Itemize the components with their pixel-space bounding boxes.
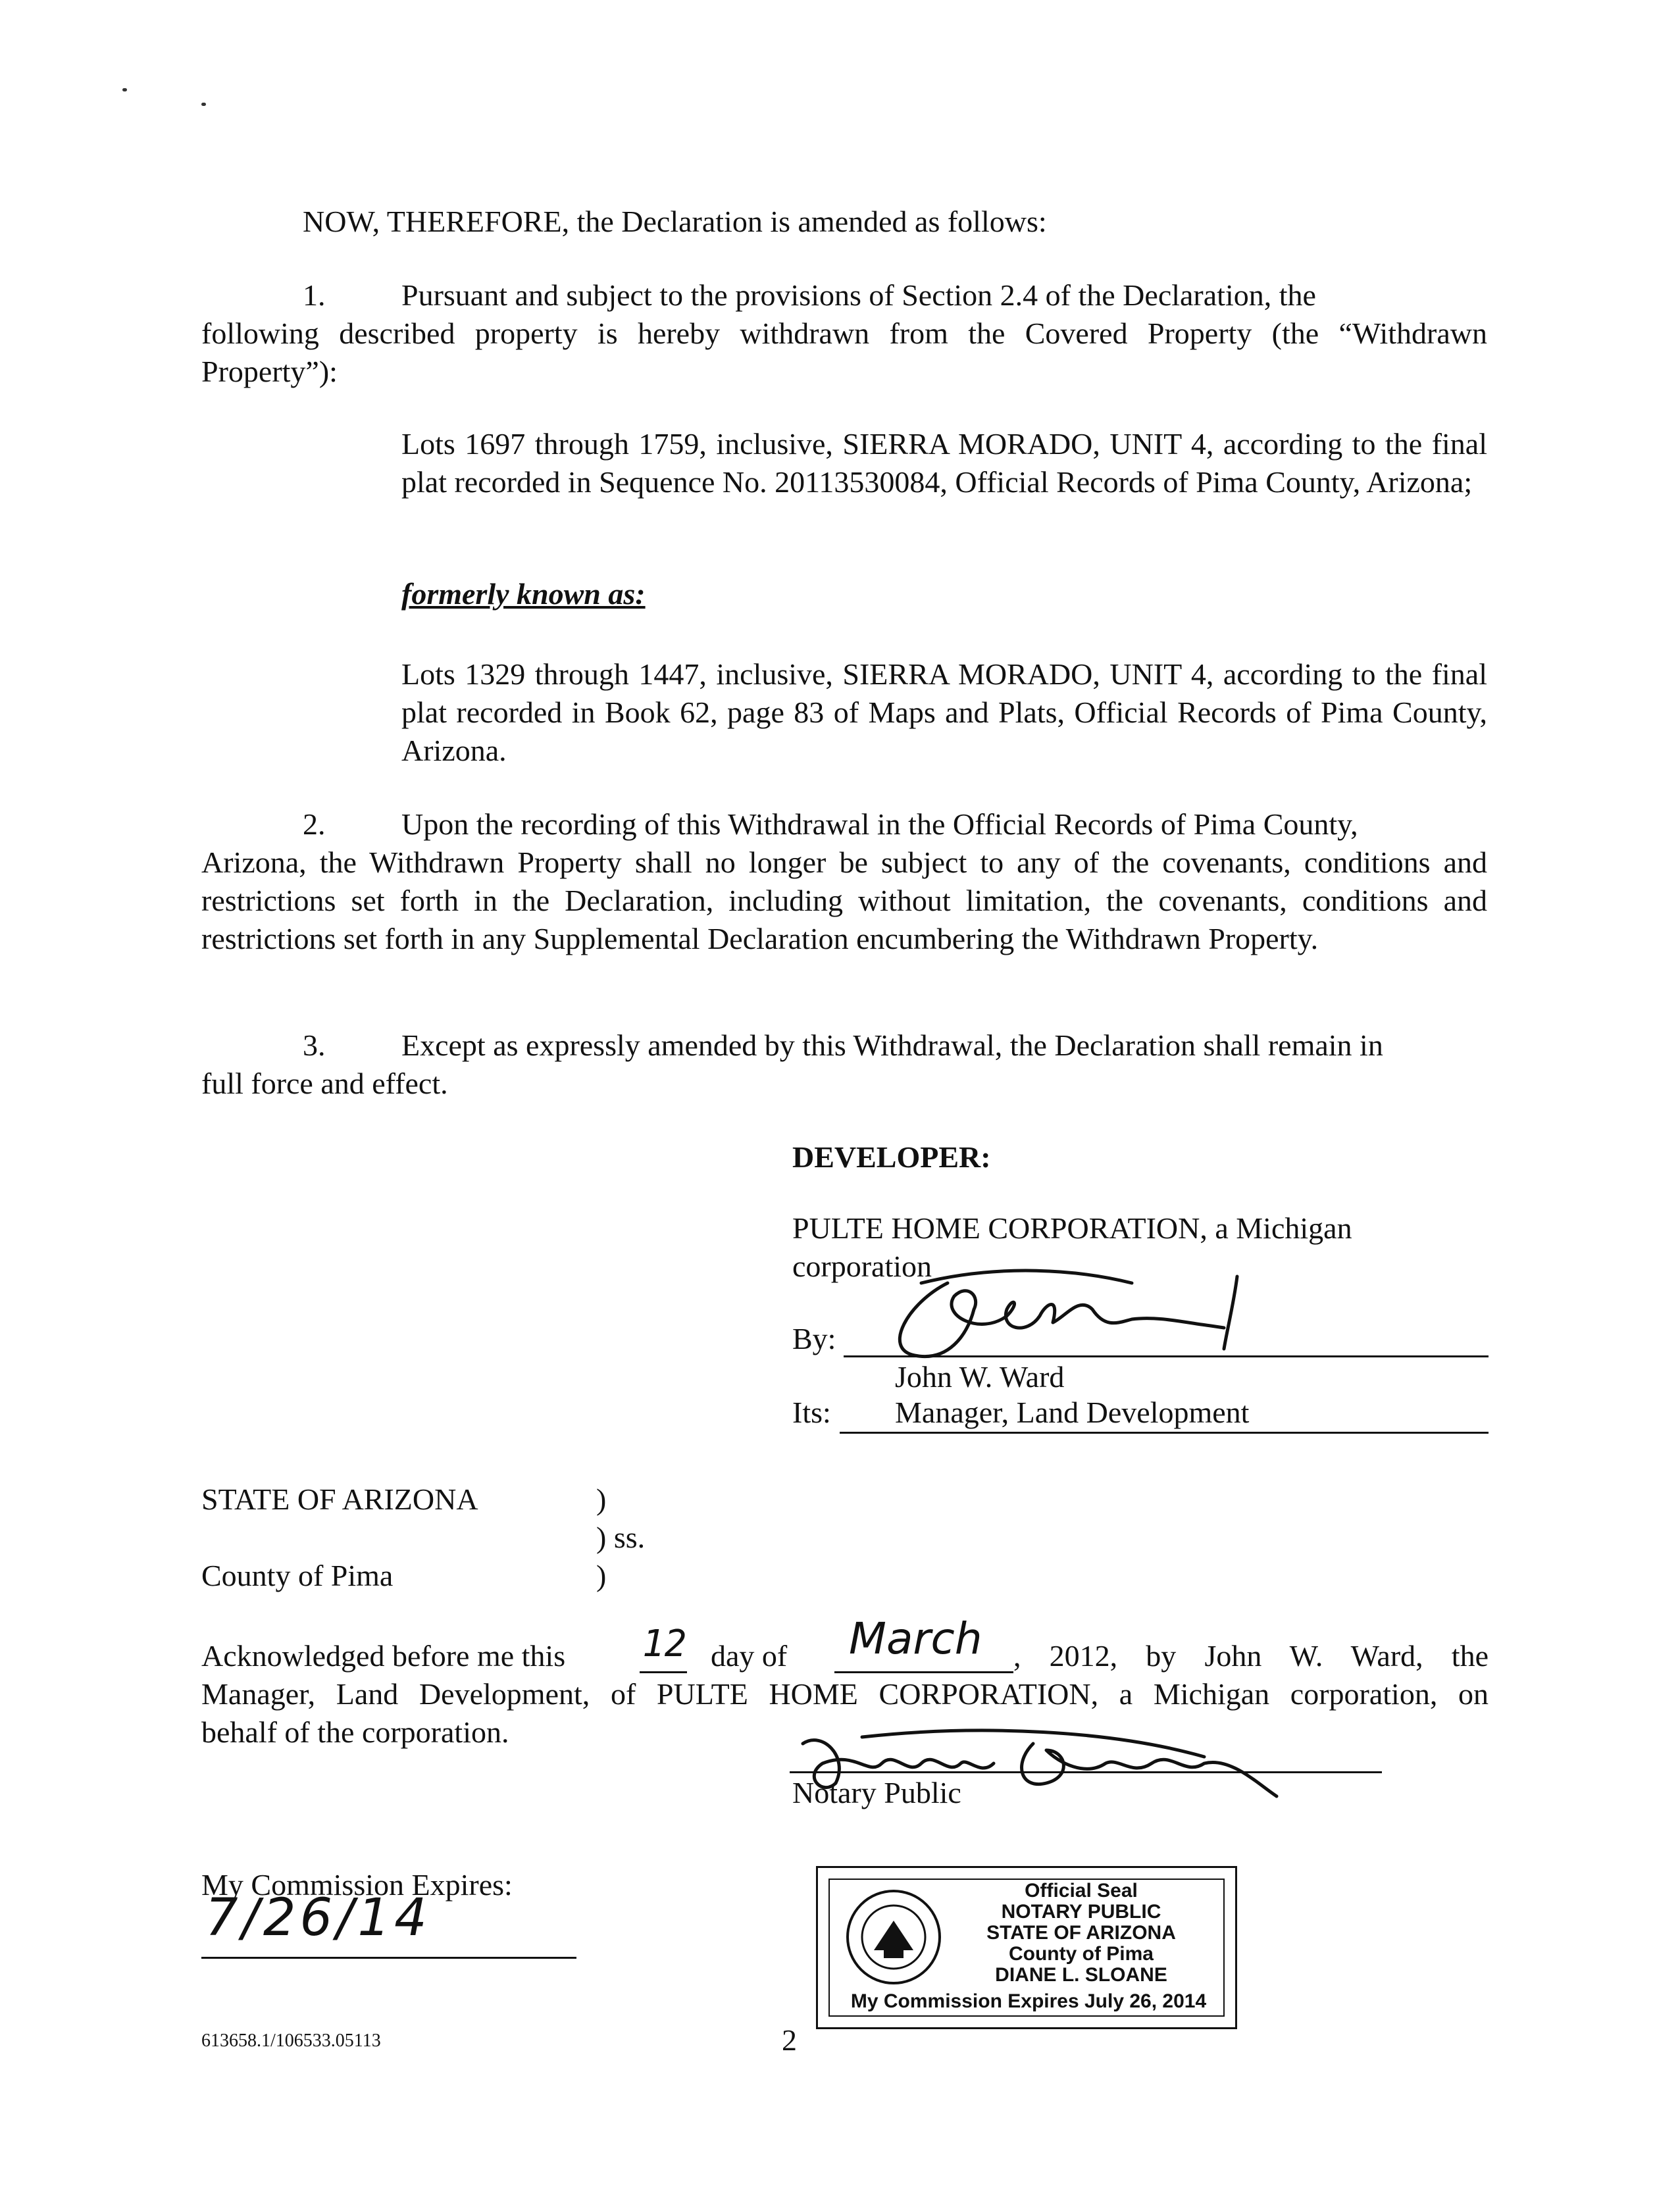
para3-body: full force and effect. xyxy=(201,1067,448,1100)
formerly-known-as-heading: formerly known as: xyxy=(401,577,646,611)
venue-paren-1: ) xyxy=(596,1482,607,1516)
its-value: Manager, Land Development xyxy=(895,1396,1250,1429)
venue-state: STATE OF ARIZONA xyxy=(201,1482,478,1516)
commission-date-handwritten: 7/26/14 xyxy=(205,1888,431,1948)
notary-signature-line xyxy=(790,1771,1382,1773)
ack-month-handwritten: March xyxy=(849,1613,982,1664)
para3-first-line xyxy=(303,1026,1383,1065)
its-label: Its: xyxy=(792,1396,831,1429)
intro-line: NOW, THEREFORE, the Declaration is amended as follows: xyxy=(303,205,1047,238)
para2-lead: Upon the recording of this Withdrawal in the Official Records of Pima County, xyxy=(401,807,1358,841)
para3-number: 3. xyxy=(303,1028,326,1062)
commission-date-line xyxy=(201,1957,576,1959)
para1-first-line xyxy=(303,276,1487,315)
ack-day-handwritten: 12 xyxy=(642,1623,687,1665)
ack-line1-b: day of xyxy=(711,1639,788,1673)
state-seal-emblem xyxy=(844,1888,943,1986)
developer-heading: DEVELOPER: xyxy=(792,1140,991,1174)
legal-description-former: Lots 1329 through 1447, inclusive, SIERRA MORADO, UNIT 4, according to the final plat recorded in Book 62, page 83 of Maps and Plats, Official Records of Pima County, Arizona. xyxy=(401,657,1487,767)
seal-line-expiry: My Commission Expires July 26, 2014 xyxy=(850,1990,1207,2012)
ack-line2: Manager, Land Development, of PULTE HOME CORPORATION, a Michigan corporation, on xyxy=(201,1677,1489,1711)
ack-month-blank xyxy=(834,1671,1013,1673)
footer-doc-id: 613658.1/106533.05113 xyxy=(201,2031,381,2051)
seal-line-state: STATE OF ARIZONA xyxy=(986,1922,1176,1944)
scan-speck xyxy=(201,103,206,106)
ack-day-blank xyxy=(640,1671,687,1673)
notary-seal xyxy=(816,1866,1237,2029)
by-label: By: xyxy=(792,1322,836,1355)
scan-speck xyxy=(122,88,127,91)
footer-page-number: 2 xyxy=(782,2023,797,2057)
para1-number: 1. xyxy=(303,278,326,312)
developer-entity-line1: PULTE HOME CORPORATION, a Michigan xyxy=(792,1211,1352,1245)
para2-number: 2. xyxy=(303,807,326,841)
venue-county: County of Pima xyxy=(201,1559,394,1592)
developer-signature xyxy=(869,1257,1277,1369)
seal-line-county: County of Pima xyxy=(1008,1943,1154,1965)
para2-body: Arizona, the Withdrawn Property shall no longer be subject to any of the covenants, conditions and restrictions set forth in the Declaration, including without limitation, the covenants, conditions and restrictions set forth in any Supplemental Declaration encumbering the Withdrawn Property. xyxy=(201,845,1487,955)
ack-line3: behalf of the corporation. xyxy=(201,1715,509,1749)
venue-paren-ss: ) ss. xyxy=(596,1521,646,1554)
seal-line-notary: NOTARY PUBLIC xyxy=(1001,1901,1161,1923)
para1-lead: Pursuant and subject to the provisions of Section 2.4 of the Declaration, the xyxy=(401,278,1316,312)
seal-line-name: DIANE L. SLOANE xyxy=(995,1964,1167,1986)
its-line xyxy=(840,1432,1489,1434)
commission-label: My Commission Expires: xyxy=(201,1868,513,1902)
legal-description-current: Lots 1697 through 1759, inclusive, SIERRA MORADO, UNIT 4, according to the final plat recorded in Sequence No. 20113530084, Official Records of Pima County, Arizona; xyxy=(401,427,1487,499)
notary-public-label: Notary Public xyxy=(792,1776,961,1809)
venue-paren-3: ) xyxy=(596,1559,607,1592)
ack-line1-a: Acknowledged before me this xyxy=(201,1639,566,1673)
para3-lead: Except as expressly amended by this Withdrawal, the Declaration shall remain in xyxy=(401,1028,1383,1062)
para1-body: following described property is hereby withdrawn from the Covered Property (the “Withdrawn Property”): xyxy=(201,316,1487,388)
developer-entity-line2: corporation xyxy=(792,1249,932,1283)
para2-first-line xyxy=(303,805,1358,844)
seal-line-official: Official Seal xyxy=(1025,1880,1138,1902)
signer-name: John W. Ward xyxy=(895,1360,1065,1394)
ack-line1-c: , 2012, by John W. Ward, the xyxy=(1013,1639,1489,1673)
